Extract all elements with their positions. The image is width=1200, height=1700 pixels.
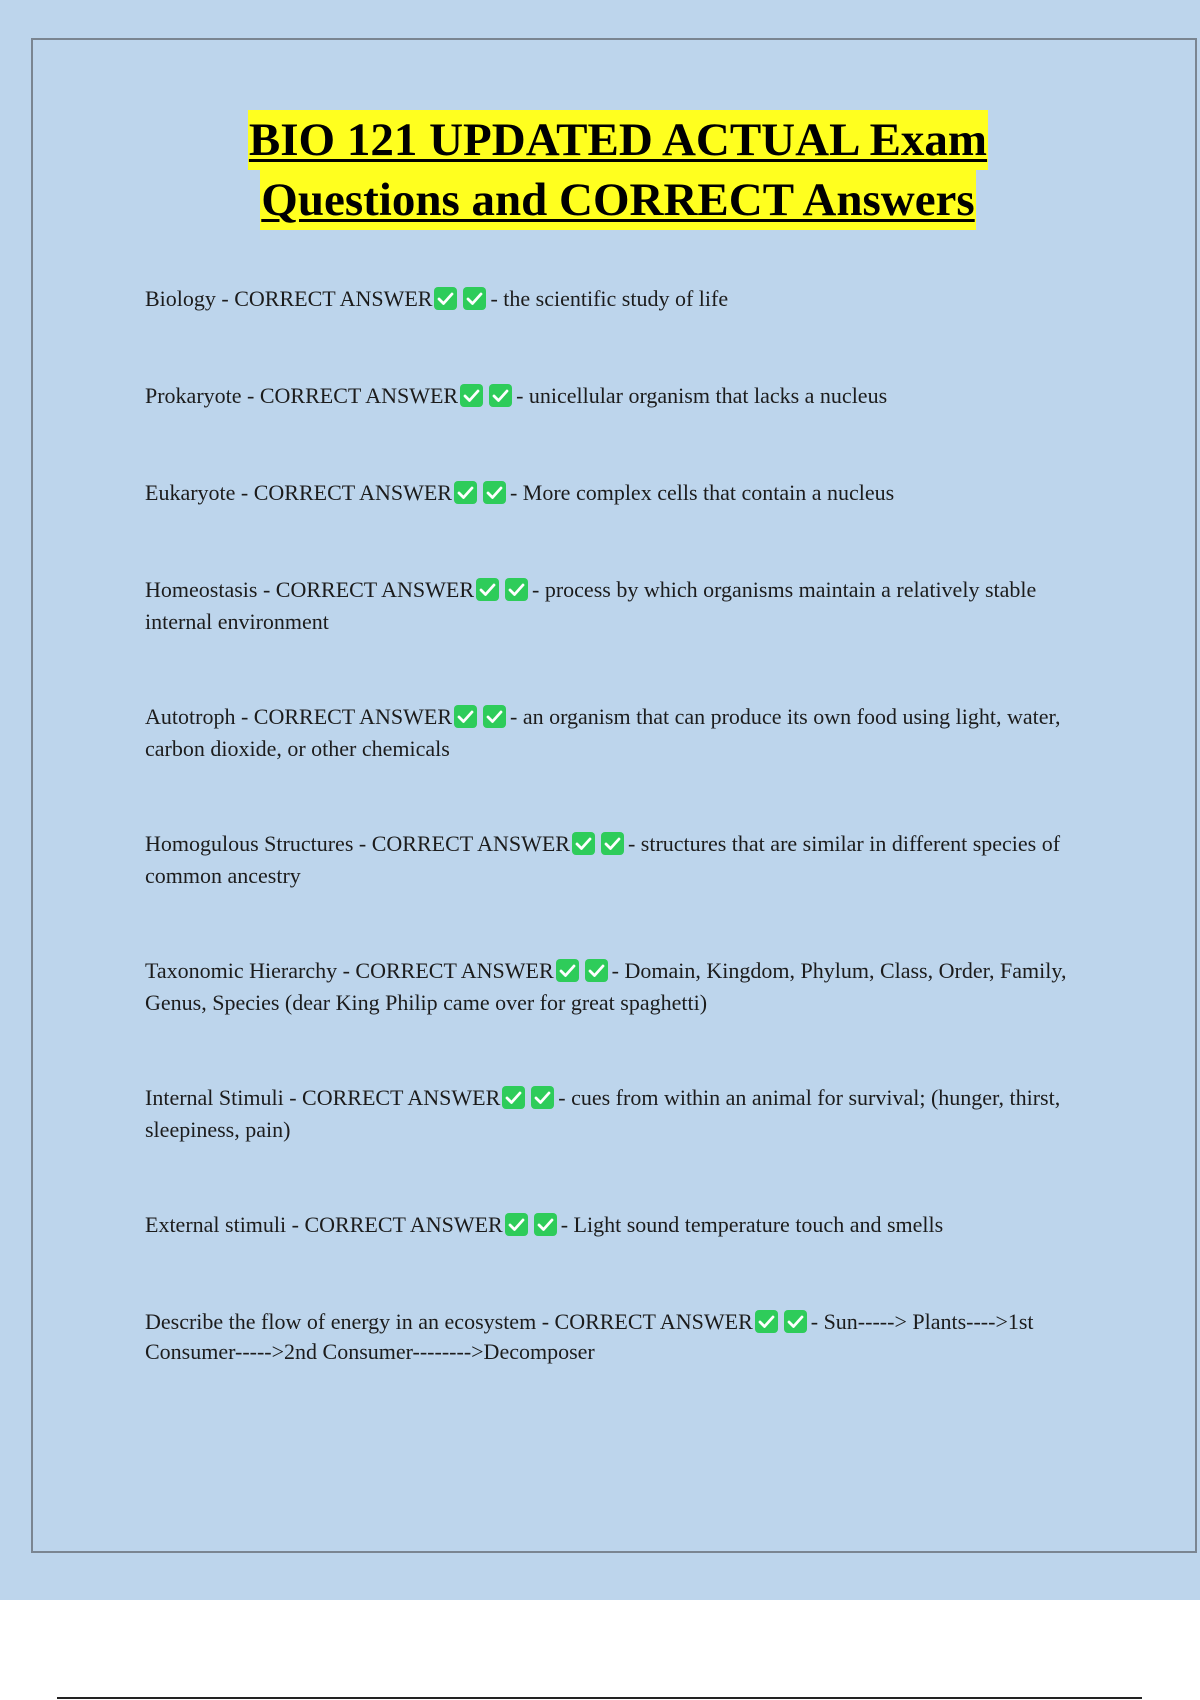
- check-icon: [534, 1213, 557, 1236]
- check-icon: [601, 832, 624, 855]
- check-icon: [454, 705, 477, 728]
- check-icon: [531, 1086, 554, 1109]
- check-icon: [489, 384, 512, 407]
- qa-definition: - the scientific study of life: [490, 286, 729, 311]
- check-icon: [476, 578, 499, 601]
- qa-definition: - unicellular organism that lacks a nucleus: [516, 383, 888, 408]
- qa-term: Homogulous Structures: [145, 831, 354, 856]
- check-icon: [454, 481, 477, 504]
- qa-item: [145, 828, 1095, 892]
- answer-marker: - CORRECT ANSWER: [240, 480, 452, 505]
- qa-term: Biology: [145, 286, 216, 311]
- qa-definition: - cues from within an animal for survival; (hunger, thirst, sleepiness, pain): [145, 1085, 1061, 1142]
- qa-item: [145, 1307, 1095, 1367]
- check-icon: [505, 578, 528, 601]
- qa-term: Eukaryote: [145, 480, 236, 505]
- answer-marker: - CORRECT ANSWER: [291, 1212, 503, 1237]
- answer-marker: - CORRECT ANSWER: [262, 577, 475, 602]
- qa-item: [145, 380, 1095, 412]
- qa-definition: - structures that are similar in different species of common ancestry: [145, 831, 1061, 888]
- check-icon: [483, 481, 506, 504]
- qa-item: [145, 1082, 1095, 1146]
- title-line-2: Questions and CORRECT Answers: [260, 170, 975, 230]
- qa-definition: - More complex cells that contain a nucleus: [509, 480, 895, 505]
- answer-marker: - CORRECT ANSWER: [221, 286, 433, 311]
- qa-term: Homeostasis: [145, 577, 258, 602]
- qa-item: [145, 701, 1095, 765]
- qa-term: Describe the flow of energy in an ecosystem: [145, 1309, 537, 1334]
- answer-marker: - CORRECT ANSWER: [358, 831, 570, 856]
- check-icon: [463, 287, 486, 310]
- footer-rule: [57, 1697, 1142, 1699]
- answer-marker: - CORRECT ANSWER: [240, 704, 453, 729]
- check-icon: [434, 287, 457, 310]
- qa-item: [145, 477, 1095, 509]
- check-icon: [505, 1213, 528, 1236]
- answer-marker: - CORRECT ANSWER: [247, 383, 459, 408]
- answer-marker: - CORRECT ANSWER: [541, 1309, 753, 1334]
- qa-definition: - Sun-----> Plants---->1st Consumer----->2nd Consumer-------->Decomposer: [145, 1309, 1034, 1364]
- check-icon: [556, 959, 579, 982]
- check-icon: [755, 1310, 778, 1333]
- qa-item: [145, 283, 1095, 315]
- qa-term: Taxonomic Hierarchy: [145, 958, 338, 983]
- check-icon: [784, 1310, 807, 1333]
- check-icon: [572, 832, 595, 855]
- qa-definition: - an organism that can produce its own food using light, water, carbon dioxide, or other chemicals: [145, 704, 1061, 761]
- qa-term: Autotroph: [145, 704, 236, 729]
- title-line-1: BIO 121 UPDATED ACTUAL Exam: [248, 110, 988, 170]
- qa-definition: - Domain, Kingdom, Phylum, Class, Order, Family, Genus, Species (dear King Philip came over for great spaghetti): [145, 958, 1067, 1015]
- answer-marker: - CORRECT ANSWER: [289, 1085, 501, 1110]
- qa-definition: - process by which organisms maintain a relatively stable internal environment: [145, 577, 1037, 634]
- qa-term: Internal Stimuli: [145, 1085, 284, 1110]
- qa-term: External stimuli: [145, 1212, 287, 1237]
- check-icon: [502, 1086, 525, 1109]
- check-icon: [483, 705, 506, 728]
- answer-marker: - CORRECT ANSWER: [342, 958, 554, 983]
- document-title: [0, 110, 1200, 230]
- qa-item: [145, 955, 1095, 1019]
- qa-item: [145, 574, 1095, 638]
- check-icon: [460, 384, 483, 407]
- qa-definition: - Light sound temperature touch and smells: [560, 1212, 944, 1237]
- qa-item: [145, 1209, 1095, 1241]
- check-icon: [585, 959, 608, 982]
- qa-term: Prokaryote: [145, 383, 242, 408]
